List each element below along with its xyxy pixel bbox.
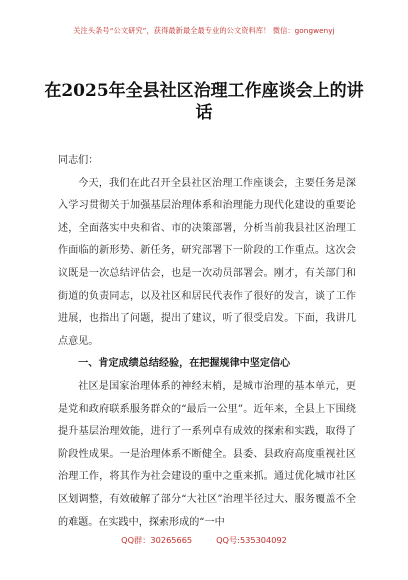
document-title: 在2025年全县社区治理工作座谈会上的讲话	[44, 81, 364, 123]
footer-qq-number: QQ号:535304092	[216, 535, 287, 545]
section-paragraph: 社区是国家治理体系的神经末梢，是城市治理的基本单元，更是党和政府联系服务群众的“最后一公里”。近年来，全县上下围绕提升基层治理效能，进行了一系列卓有成效的探索和实践，取得了阶段性成果。一是治理体系不断健全。县委、县政府高度重视社区治理工作，将其作为社会建设的重中之重来抓。通过优化城市社区区划调整，有效破解了部分“大社区”治理半径过大、服务覆盖不全的难题。在实践中，探索形成的“一中	[58, 380, 356, 528]
salutation: 同志们：	[58, 155, 99, 166]
footer-qq-group: QQ群：30265665	[121, 535, 193, 545]
footer-contact	[0, 535, 408, 546]
intro-paragraph: 今天，我们在此召开全县社区治理工作座谈会，主要任务是深入学习贯彻关于加强基层治理体系和治理能力现代化建设的重要论述，全面落实中央和省、市的决策部署，分析当前我县社区治理工作面临的新形势、新任务，研究部署下一阶段的工作重点。这次会议既是一次总结评估会，也是一次动员部署会。刚才，有关部门和街道的负责同志，以及社区和居民代表作了很好的发言，谈了工作进展，也指出了问题，提出了建议，听了很受启发。下面，我讲几点意见。	[58, 177, 356, 347]
section-heading: 一、肯定成绩总结经验，在把握规律中坚定信心	[78, 358, 291, 370]
header-banner: 关注头条号“公文研究”，获得最新最全最专业的公文资料库！ 微信：gongwenyj	[73, 26, 335, 35]
document-body	[58, 150, 356, 534]
